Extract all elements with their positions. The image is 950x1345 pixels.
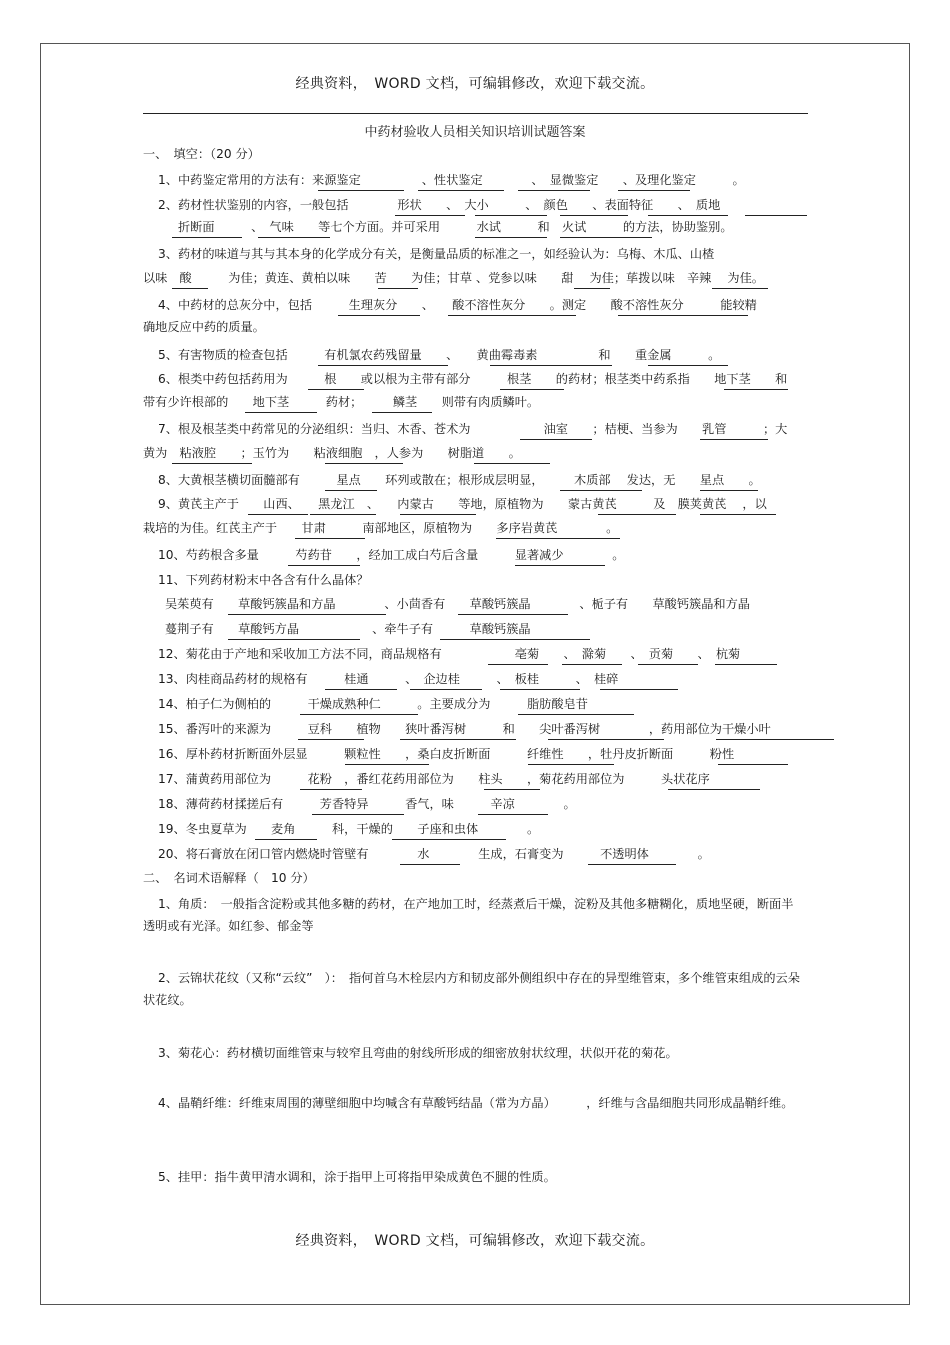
answer-underline — [718, 746, 788, 765]
answer-underline — [410, 671, 482, 690]
answer-underline — [228, 596, 386, 615]
term-5: 5、挂甲：指牛黄甲清水调和，涂于指甲上可将指甲染成黄色不腿的性质。 — [158, 1170, 556, 1184]
answer-underline — [574, 270, 610, 289]
answer-underline — [515, 547, 605, 566]
term-2: 2、云锦状花纹（又称“云纹” ）： 指何首乌木栓层内方和韧皮部外侧组织中存在的异型维管束，多个维管束组成的云朵状花纹。 — [143, 971, 800, 1007]
question-6-line1: 6、根类中药包括药用为 根 或以根为主带有部分 根茎 的药材；根茎类中药系指 地下茎 和 — [158, 372, 788, 386]
answer-underline — [478, 796, 548, 815]
answer-underline — [475, 197, 547, 216]
question-9-line1: 9、黄芪主产于 山西、 黑龙江 、 内蒙古 等地，原植物为 蒙古黄芪 及 膜荚黄芪 ，以 — [158, 497, 767, 511]
section-heading-terms: 二、 名词术语解释（ 10 分） — [143, 871, 315, 885]
header-divider — [143, 113, 808, 114]
answer-underline — [310, 496, 376, 515]
answer-underline — [600, 671, 678, 690]
answer-underline — [325, 472, 377, 491]
answer-underline — [228, 621, 360, 640]
question-9-line2: 栽培的为佳。红芪主产于 甘肃 南部地区，原植物为 多序岩黄芪 。 — [143, 521, 619, 535]
answer-underline — [598, 496, 676, 515]
answer-underline — [395, 197, 465, 216]
question-3-line1: 3、药材的味道与其与其本身的化学成分有关，是衡量品质的标准之一，如经验认为：乌梅、木瓜、山楂 — [158, 247, 715, 261]
answer-underline — [648, 197, 728, 216]
answer-underline — [560, 197, 628, 216]
answer-underline — [528, 746, 614, 765]
answer-underline — [474, 445, 550, 464]
question-4-line2: 确地反应中药的质量。 — [143, 320, 265, 334]
answer-underline — [400, 496, 476, 515]
question-4-line1: 4、中药材的总灰分中，包括 生理灰分 、 酸不溶性灰分 。测定 酸不溶性灰分 能较精 — [158, 298, 757, 312]
answer-underline — [325, 671, 397, 690]
question-18: 18、薄荷药材揉搓后有 芳香特异 香气，味 辛凉 。 — [158, 797, 576, 811]
section-heading-fill: 一、 填空：（20 分） — [143, 147, 260, 161]
question-5: 5、有害物质的检查包括 有机氯农药残留量 、 黄曲霉毒素 和 重金属 。 — [158, 348, 721, 362]
question-13: 13、肉桂商品药材的规格有 桂通 、 企边桂 、 板桂 、 桂碎 — [158, 672, 619, 686]
question-11-line1: 吴茱萸有 草酸钙簇晶和方晶 、小茴香有 草酸钙簇晶 、栀子有 草酸钙簇晶和方晶 — [165, 597, 750, 611]
answer-underline — [448, 297, 576, 316]
question-8: 8、大黄根茎横切面髓部有 星点 环列或散在；根形成层明显， 木质部 发达，无 星点 。 — [158, 473, 761, 487]
question-3-line2: 以味 酸 为佳；黄连、黄柏以味 苦 为佳；甘草 、党参以味 甜 为佳；荜拨以味 辛辣 为佳。 — [143, 271, 764, 285]
answer-underline — [418, 172, 504, 191]
answer-underline — [700, 496, 776, 515]
question-11: 11、下列药材粉末中各含有什么晶体？ — [158, 573, 369, 587]
answer-underline — [172, 219, 242, 238]
answer-underline — [560, 219, 652, 238]
answer-underline — [458, 596, 568, 615]
answer-underline — [440, 621, 590, 640]
term-3: 3、菊花心：药材横切面维管束与较窄且弯曲的射线所形成的细密放射状纹理，状似开花的菊花。 — [158, 1046, 678, 1060]
answer-underline — [258, 219, 330, 238]
answer-underline — [475, 219, 547, 238]
answer-underline — [312, 796, 404, 815]
question-2-line2: 折断面 、 气味 等七个方面。并可采用 水试 和 火试 的方法，协助鉴别。 — [178, 220, 733, 234]
answer-underline — [392, 821, 506, 840]
answer-underline — [400, 846, 460, 865]
answer-underline — [520, 421, 592, 440]
answer-underline — [400, 721, 516, 740]
answer-underline — [248, 496, 308, 515]
question-11-line2: 蔓荆子有 草酸钙方晶 、牵牛子有 草酸钙簇晶 — [165, 622, 531, 636]
answer-underline — [338, 297, 420, 316]
answer-underline — [700, 421, 768, 440]
answer-underline — [618, 297, 748, 316]
answer-underline — [488, 646, 548, 665]
question-17: 17、蒲黄药用部位为 花粉 ，番红花药用部位为 柱头 ，菊花药用部位为 头状花序 — [158, 772, 710, 786]
answer-underline — [618, 172, 690, 191]
answer-underline — [518, 172, 590, 191]
answer-underline — [490, 347, 612, 366]
question-7-line1: 7、根及根茎类中药常见的分泌组织：当归、木香、苍术为 油室 ；桔梗、当参为 乳管 ；大 — [158, 422, 788, 436]
answer-underline — [300, 771, 362, 790]
answer-underline — [308, 371, 364, 390]
answer-underline — [295, 520, 365, 539]
answer-underline — [484, 771, 540, 790]
answer-underline — [715, 646, 777, 665]
question-10: 10、芍药根含多量 芍药苷 ，经加工成白芍后含量 显著减少 。 — [158, 548, 625, 562]
answer-underline — [668, 771, 760, 790]
answer-underline — [378, 270, 418, 289]
answer-underline — [648, 347, 728, 366]
question-14: 14、柏子仁为侧柏的 干燥成熟种仁 。主要成分为 脂肪酸皂苷 — [158, 697, 588, 711]
answer-underline — [548, 721, 664, 740]
answer-underline — [712, 270, 768, 289]
answer-underline — [172, 445, 252, 464]
question-16: 16、厚朴药材折断面外层显 颗粒性 ，桑白皮折断面 纤维性 ，牡丹皮折断面 粉性 — [158, 747, 735, 761]
question-19: 19、冬虫夏草为 麦角 科，干燥的 子座和虫体 。 — [158, 822, 540, 836]
answer-underline — [345, 746, 429, 765]
answer-underline — [724, 371, 788, 390]
answer-underline — [560, 472, 642, 491]
document-title: 中药材验收人员相关知识培训试题答案 — [364, 125, 586, 140]
answer-underline — [500, 371, 564, 390]
answer-underline — [255, 821, 317, 840]
answer-underline — [300, 696, 418, 715]
header-banner: 经典资料， WORD 文档，可编辑修改，欢迎下载交流。 — [295, 76, 655, 92]
term-4: 4、晶鞘纤维：纤维束周围的薄壁细胞中均喊含有草酸钙结晶（常为方晶） ，纤维与含晶细胞共同形成晶鞘纤维。 — [158, 1096, 794, 1110]
answer-underline — [288, 547, 360, 566]
answer-underline — [325, 445, 403, 464]
answer-underline — [716, 721, 834, 740]
answer-underline — [518, 696, 634, 715]
footer-banner: 经典资料， WORD 文档，可编辑修改，欢迎下载交流。 — [295, 1233, 655, 1249]
answer-underline — [700, 472, 758, 491]
answer-underline — [318, 347, 448, 366]
term-1: 1、角质： 一般指含淀粉或其他多糖的药材，在产地加工时，经蒸煮后干燥，淀粉及其他多糖糊化，质地坚硬，断面半透明或有光泽。如红参、郁金等 — [143, 897, 794, 933]
question-15: 15、番泻叶的来源为 豆科 植物 狭叶番泻树 和 尖叶番泻树 ，药用部位为干燥小叶 — [158, 722, 771, 736]
answer-underline — [745, 197, 807, 216]
answer-underline — [318, 172, 404, 191]
answer-underline — [172, 270, 208, 289]
answer-underline — [298, 721, 364, 740]
answer-underline — [638, 646, 698, 665]
answer-underline — [500, 671, 580, 690]
question-12: 12、菊花由于产地和采收加工方法不同，商品规格有 亳菊 、 滁菊 、 贡菊 、 杭菊 — [158, 647, 741, 661]
question-6-line2: 带有少许根部的 地下茎 药材； 鳞茎 则带有肉质鳞叶。 — [143, 395, 540, 409]
question-20: 20、将石膏放在闭口管内燃烧时管壁有 水 生成，石膏变为 不透明体 。 — [158, 847, 710, 861]
answer-underline — [496, 520, 620, 539]
answer-underline — [372, 394, 432, 413]
question-7-line2: 黄为 粘液腔 ；玉竹为 粘液细胞 ，人参为 树脂道 。 — [143, 446, 521, 460]
answer-underline — [588, 846, 676, 865]
answer-underline — [245, 394, 317, 413]
question-1: 1、中药鉴定常用的方法有：来源鉴定 、性状鉴定 、 显微鉴定 、及理化鉴定 。 — [158, 173, 745, 187]
question-2-line1: 2、药材性状鉴别的内容，一般包括 形状 、 大小 、 颜色 、表面特征 、 质地 — [158, 198, 721, 212]
answer-underline — [562, 646, 622, 665]
